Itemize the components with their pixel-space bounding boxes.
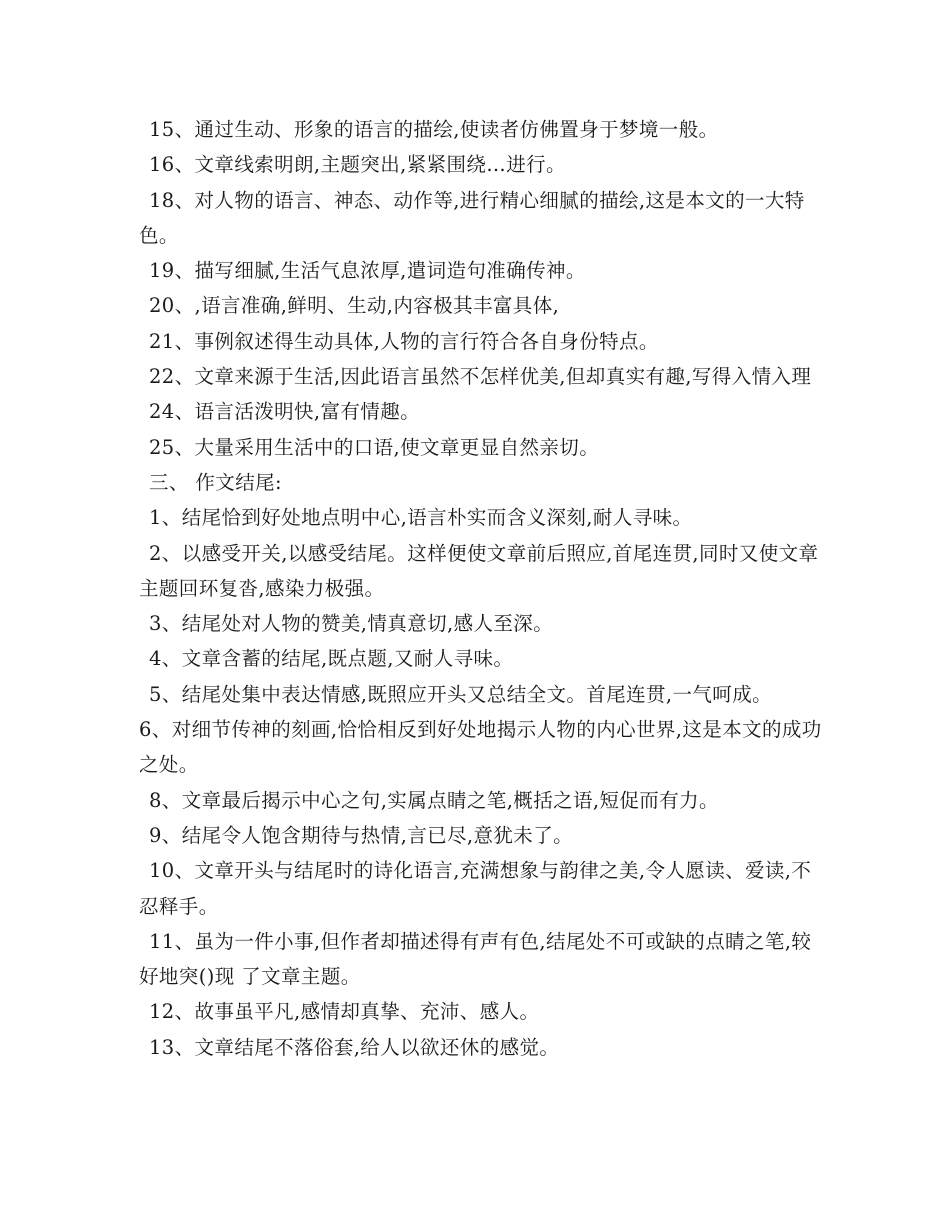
ending-item-2: 2、以感受开关,以感受结尾。这样便使文章前后照应,首尾连贯,同时又使文章主题回环复沓,感染力极强。	[139, 541, 819, 600]
document-body	[139, 112, 829, 1065]
ending-item-12: 12、故事虽平凡,感情却真挚、充沛、感人。	[149, 1000, 540, 1024]
ending-item-4: 4、文章含蓄的结尾,既点题,又耐人寻味。	[149, 647, 514, 671]
paragraph-15: 15、通过生动、形象的语言的描绘,使读者仿佛置身于梦境一般。	[149, 118, 719, 141]
paragraph-24: 24、语言活泼明快,富有情趣。	[149, 400, 421, 424]
ending-item-13: 13、文章结尾不落俗套,给人以欲还休的感觉。	[149, 1035, 560, 1059]
ending-item-9: 9、结尾令人饱含期待与热情,言已尽,意犹未了。	[149, 823, 574, 847]
paragraph-21: 21、事例叙述得生动具体,人物的言行符合各自身份特点。	[149, 329, 659, 353]
paragraph-22: 22、文章来源于生活,因此语言虽然不怎样优美,但却真实有趣,写得入情入理	[149, 365, 812, 389]
paragraph-18: 18、对人物的语言、神态、动作等,进行精心细腻的描绘,这是本文的一大特色。	[139, 188, 805, 247]
ending-item-1: 1、结尾恰到好处地点明中心,语言朴实而含义深刻,耐人寻味。	[149, 506, 693, 530]
section-heading-ending: 三、 作文结尾:	[149, 470, 282, 494]
ending-item-5: 5、结尾处集中表达情感,既照应开头又总结全文。首尾连贯,一气呵成。	[149, 682, 773, 706]
paragraph-16: 16、文章线索明朗,主题突出,紧紧围绕…进行。	[149, 153, 566, 177]
paragraph-20: 20、,语言准确,鲜明、生动,内容极其丰富具体,	[149, 294, 560, 318]
ending-item-3: 3、结尾处对人物的赞美,情真意切,感人至深。	[149, 612, 554, 636]
paragraph-19: 19、描写细腻,生活气息浓厚,遣词造句准确传神。	[149, 259, 586, 283]
ending-item-10: 10、文章开头与结尾时的诗化语言,充满想象与韵律之美,令人愿读、爱读,不忍释手。	[139, 859, 812, 918]
ending-item-6: 6、对细节传神的刻画,恰恰相反到好处地揭示人物的内心世界,这是本文的成功之处。	[139, 718, 822, 777]
ending-item-8: 8、文章最后揭示中心之句,实属点睛之笔,概括之语,短促而有力。	[149, 788, 719, 812]
ending-item-11: 11、虽为一件小事,但作者却描述得有声有色,结尾处不可或缺的点睛之笔,较好地突()现 了文章主题。	[139, 929, 812, 989]
paragraph-25: 25、大量采用生活中的口语,使文章更显自然亲切。	[149, 435, 600, 459]
